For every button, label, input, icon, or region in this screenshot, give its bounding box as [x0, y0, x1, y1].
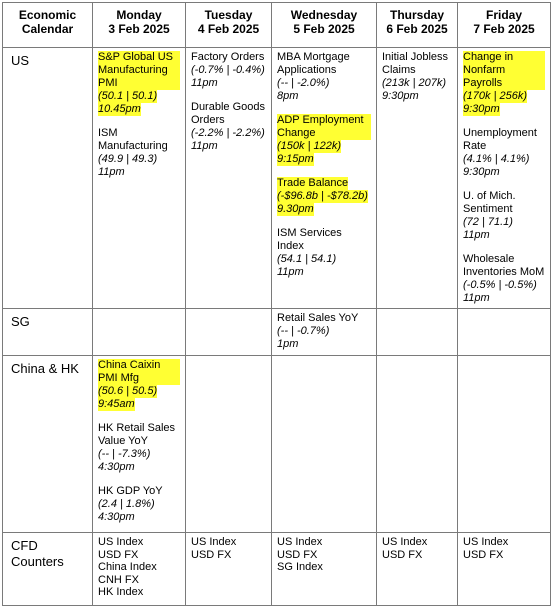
- event-name: Initial Jobless Claims: [382, 51, 449, 76]
- day-date: 6 Feb 2025: [386, 22, 448, 36]
- event-cell: [272, 48, 377, 309]
- event-cell: [186, 48, 272, 309]
- event-name: China Caixin PMI Mfg: [98, 359, 180, 385]
- event-name: Change in Nonfarm Payrolls: [463, 51, 545, 90]
- day-header-thursday: [377, 3, 458, 48]
- cfd-cell: [377, 533, 458, 606]
- event-cell: [458, 356, 551, 533]
- calendar-event: [277, 177, 371, 216]
- calendar-event: [98, 51, 180, 116]
- event-values: (-0.5% | -0.5%): [463, 279, 537, 291]
- event-values: (170k | 256k): [463, 90, 528, 102]
- event-values: (213k | 207k): [382, 77, 447, 89]
- event-time: 9:45am: [98, 398, 135, 410]
- calendar-event: [98, 127, 180, 179]
- event-time: 4:30pm: [98, 511, 135, 523]
- day-header-monday: [93, 3, 186, 48]
- event-time: 11pm: [191, 77, 218, 89]
- region-label: SG: [3, 309, 93, 356]
- event-values: (49.9 | 49.3): [98, 153, 158, 165]
- day-date: 7 Feb 2025: [473, 22, 535, 36]
- region-label: China & HK: [3, 356, 93, 533]
- event-cell: [93, 48, 186, 309]
- event-values: (4.1% | 4.1%): [463, 153, 530, 165]
- cfd-counter-item: SG Index: [277, 561, 323, 573]
- cfd-counter-item: US Index: [463, 536, 509, 548]
- event-cell: [377, 48, 458, 309]
- day-date: 4 Feb 2025: [197, 22, 260, 36]
- event-name: Factory Orders: [191, 51, 265, 63]
- calendar-event: [191, 51, 266, 90]
- calendar-event: [98, 422, 180, 474]
- event-cell: [458, 309, 551, 356]
- cfd-counter-item: HK Index: [98, 586, 144, 598]
- economic-calendar-table: [2, 2, 551, 606]
- cfd-cell: [458, 533, 551, 606]
- event-cell: [272, 309, 377, 356]
- event-time: 9:15pm: [277, 153, 314, 165]
- event-time: 11pm: [463, 292, 490, 304]
- day-name: Friday: [485, 8, 522, 22]
- event-time: 10.45pm: [98, 103, 141, 115]
- region-row-sg: [3, 309, 551, 356]
- calendar-event: [277, 227, 371, 279]
- event-time: 11pm: [463, 229, 490, 241]
- cfd-counter-item: US Index: [382, 536, 428, 548]
- event-name: Durable Goods Orders: [191, 101, 265, 126]
- event-values: (72 | 71.1): [463, 216, 513, 228]
- calendar-event: [463, 51, 545, 116]
- event-name: U. of Mich. Sentiment: [463, 190, 516, 215]
- event-values: (50.6 | 50.5): [98, 385, 158, 397]
- calendar-event: [382, 51, 452, 103]
- event-name: Trade Balance: [277, 177, 349, 189]
- cfd-counter-item: China Index: [98, 561, 157, 573]
- calendar-event: [191, 101, 266, 153]
- event-cell: [93, 309, 186, 356]
- day-header-wednesday: [272, 3, 377, 48]
- event-values: (50.1 | 50.1): [98, 90, 158, 102]
- region-row-cfd: [3, 533, 551, 606]
- corner-line-1: Economic: [18, 8, 77, 22]
- event-time: 11pm: [98, 166, 125, 178]
- day-name: Tuesday: [204, 8, 253, 22]
- cfd-counter-item: US Index: [98, 536, 144, 548]
- event-name: ADP Employment Change: [277, 114, 371, 140]
- event-values: (2.4 | 1.8%): [98, 498, 155, 510]
- calendar-event: [463, 253, 545, 305]
- event-name: Wholesale Inventories MoM: [463, 253, 545, 278]
- event-values: (-0.7% | -0.4%): [191, 64, 265, 76]
- cfd-cell: [272, 533, 377, 606]
- event-cell: [93, 356, 186, 533]
- day-name: Monday: [116, 8, 162, 22]
- cfd-counter-item: US Index: [277, 536, 323, 548]
- event-name: ISM Manufacturing: [98, 127, 168, 152]
- cfd-cell: [186, 533, 272, 606]
- calendar-event: [277, 51, 371, 103]
- day-name: Wednesday: [290, 8, 358, 22]
- event-values: (-$96.8b | -$78.2b): [277, 190, 368, 202]
- event-name: HK GDP YoY: [98, 485, 163, 497]
- cfd-counter-item: USD FX: [463, 548, 504, 561]
- region-row-china-hk: [3, 356, 551, 533]
- event-time: 11pm: [191, 140, 218, 152]
- cfd-label: [3, 533, 93, 606]
- event-cell: [186, 356, 272, 533]
- event-values: (-- | -0.7%): [277, 325, 330, 337]
- calendar-event: [277, 312, 371, 351]
- region-label: US: [3, 48, 93, 309]
- calendar-event: [277, 114, 371, 166]
- event-time: 1pm: [277, 338, 299, 350]
- calendar-event: [463, 190, 545, 242]
- day-date: 5 Feb 2025: [293, 22, 355, 36]
- event-cell: [377, 356, 458, 533]
- event-time: 9:30pm: [463, 103, 500, 115]
- event-cell: [458, 48, 551, 309]
- cfd-counter-item: USD FX: [191, 548, 232, 561]
- cfd-counter-item: USD FX: [277, 548, 318, 561]
- event-name: S&P Global US Manufacturing PMI: [98, 51, 180, 90]
- day-header-tuesday: [186, 3, 272, 48]
- event-time: 9:30pm: [463, 166, 500, 178]
- event-time: 9.30pm: [277, 203, 314, 215]
- cfd-counter-item: USD FX: [98, 548, 139, 561]
- calendar-event: [98, 359, 180, 411]
- event-time: 8pm: [277, 90, 299, 102]
- event-name: Retail Sales YoY: [277, 312, 359, 324]
- event-time: 9:30pm: [382, 90, 419, 102]
- event-values: (150k | 122k): [277, 140, 342, 152]
- corner-line-2: Calendar: [21, 22, 74, 36]
- day-name: Thursday: [389, 8, 444, 22]
- header-row: [3, 3, 551, 48]
- calendar-event: [463, 127, 545, 179]
- cfd-counter-item: USD FX: [382, 548, 423, 561]
- event-values: (-2.2% | -2.2%): [191, 127, 265, 139]
- event-name: ISM Services Index: [277, 227, 342, 252]
- cfd-label-line-2: Counters: [11, 554, 64, 569]
- event-cell: [272, 356, 377, 533]
- cfd-counter-item: CNH FX: [98, 573, 139, 586]
- event-cell: [377, 309, 458, 356]
- event-time: 4:30pm: [98, 461, 135, 473]
- region-row-us: [3, 48, 551, 309]
- cfd-cell: [93, 533, 186, 606]
- corner-header: [3, 3, 93, 48]
- cfd-label-line-1: CFD: [11, 538, 38, 553]
- event-values: (54.1 | 54.1): [277, 253, 337, 265]
- event-values: (-- | -2.0%): [277, 77, 330, 89]
- event-name: HK Retail Sales Value YoY: [98, 422, 176, 447]
- event-name: Unemployment Rate: [463, 127, 537, 152]
- day-header-friday: [458, 3, 551, 48]
- calendar-event: [98, 485, 180, 524]
- event-time: 11pm: [277, 266, 304, 278]
- event-cell: [186, 309, 272, 356]
- day-date: 3 Feb 2025: [108, 22, 170, 36]
- event-values: (-- | -7.3%): [98, 448, 151, 460]
- cfd-counter-item: US Index: [191, 536, 237, 548]
- event-name: MBA Mortgage Applications: [277, 51, 350, 76]
